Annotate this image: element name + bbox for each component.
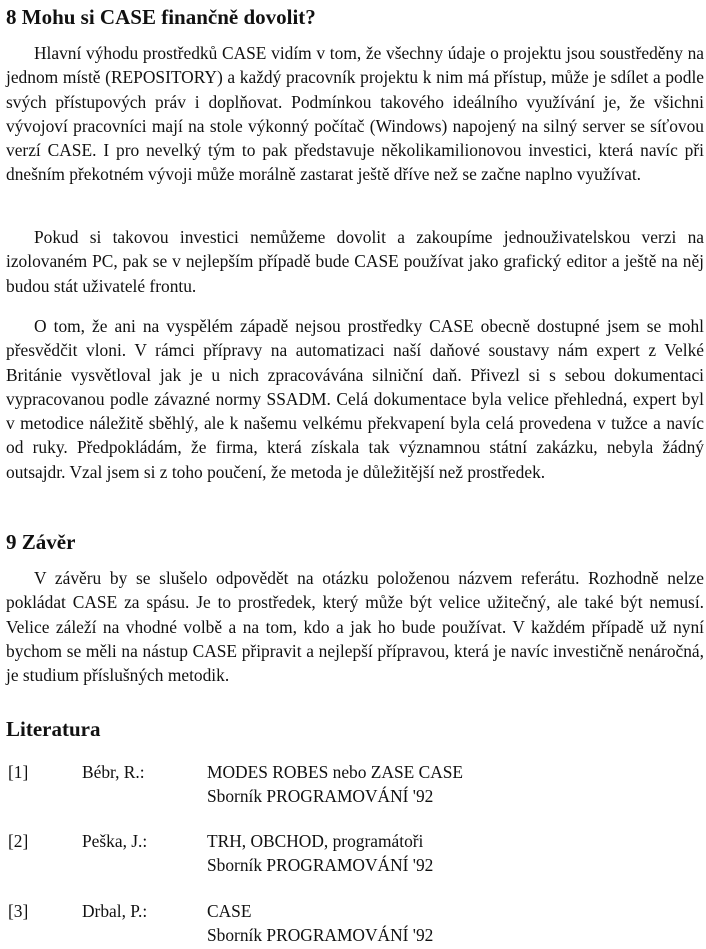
reference-author: Bébr, R.: (82, 762, 145, 782)
reference-title: MODES ROBES nebo ZASE CASE (207, 762, 464, 782)
reference-item (6, 829, 704, 879)
section-8-paragraph-2: Pokud si takovou investici nemůžeme dovolit a zakoupíme jednouživatelskou verzi na izolovaném PC, pak se v nejlepším případě bude CASE používat jako grafický editor a ještě na něj budou stát uživatelé frontu. (6, 227, 704, 296)
reference-item (6, 760, 704, 810)
section-9-heading: 9 Závěr (6, 530, 76, 554)
reference-number: [1] (8, 762, 29, 782)
reference-author: Drbal, P.: (82, 901, 148, 921)
reference-number: [3] (8, 901, 29, 921)
section-9-paragraph-1: V závěru by se slušelo odpovědět na otázku položenou názvem referátu. Rozhodně nelze pokládat CASE za spásu. Je to prostředek, který může být velice užitečný, ale také být nemusí. Velice záleží na vhodné volbě a na tom, kdo a jak ho bude používat. V každém případě už nyní bychom se měli na nástup CASE připravit a nejlepší přípravou, která je navíc investičně nenáročná, je studium příslušných metodik. (6, 568, 704, 686)
literature-heading: Literatura (6, 717, 101, 741)
reference-source: Sborník PROGRAMOVÁNÍ '92 (207, 786, 434, 806)
reference-source: Sborník PROGRAMOVÁNÍ '92 (207, 925, 434, 945)
section-8-paragraph-1: Hlavní výhodu prostředků CASE vidím v tom, že všechny údaje o projektu jsou soustředěny na jednom místě (REPOSITORY) a každý pracovník projektu k nim má přístup, může je sdílet a podle svých přístupových práv i doplňovat. Podmínkou takového ideálního využívání je, že všichni vývojoví pracovníci mají na stole výkonný počítač (Windows) napojený na silný server se síťovou verzí CASE. I pro nevelký tým to pak představuje několikamilionovou investici, která navíc při dnešním překotném vývoji může morálně zastarat ještě dříve než se začne naplno využívat. (6, 43, 704, 185)
reference-author: Peška, J.: (82, 831, 148, 851)
section-8-heading: 8 Mohu si CASE finančně dovolit? (6, 5, 316, 29)
reference-number: [2] (8, 831, 29, 851)
reference-source: Sborník PROGRAMOVÁNÍ '92 (207, 855, 434, 875)
reference-title: TRH, OBCHOD, programátoři (207, 831, 424, 851)
reference-title: CASE (207, 901, 252, 921)
reference-item (6, 899, 704, 949)
section-8-paragraph-3: O tom, že ani na vyspělém západě nejsou prostředky CASE obecně dostupné jsem se mohl přesvědčit vloni. V rámci přípravy na automatizaci naší daňové soustavy nám expert z Velké Británie vysvětloval jak je u nich zpracovávána silniční daň. Přivezl si s sebou dokumentaci vypracovanou podle závazné normy SSADM. Celá dokumentace byla velice přehledná, expert byl v metodice náležitě sběhlý, ale k našemu velkému překvapení byla celá provedena v tužce a navíc od ruky. Předpokládám, že firma, která získala tak významnou státní zakázku, nebyla žádný outsajdr. Vzal jsem si z toho poučení, že metoda je důležitější než prostředek. (6, 316, 704, 482)
